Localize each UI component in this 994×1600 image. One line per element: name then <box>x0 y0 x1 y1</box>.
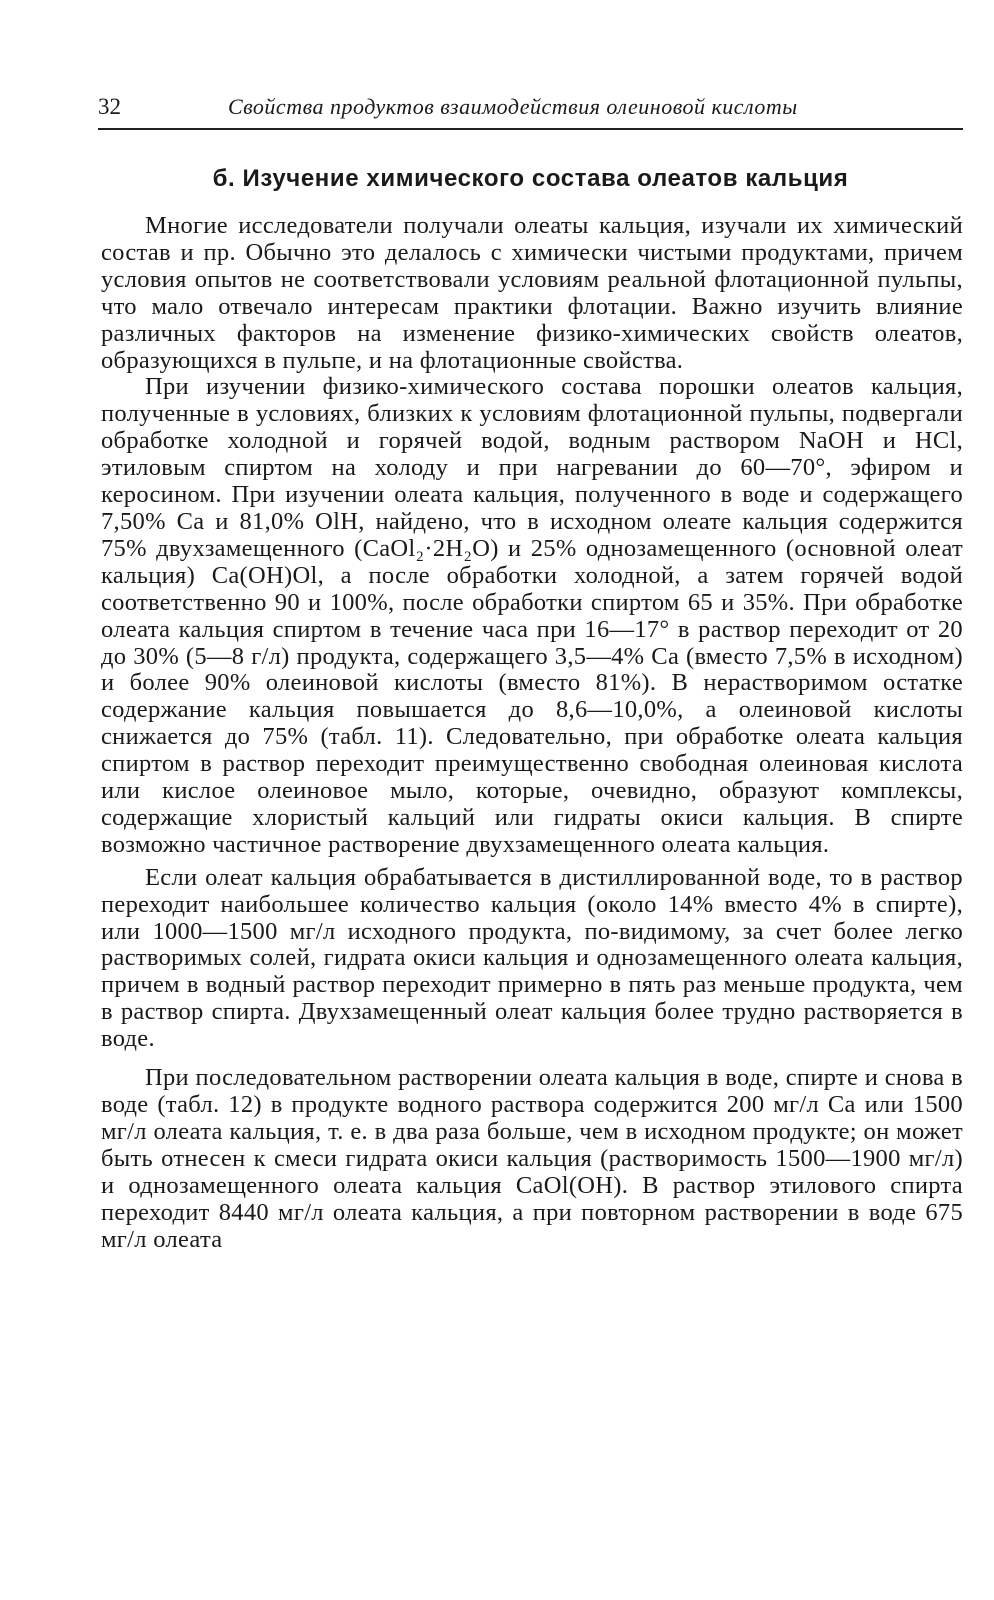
paragraph-4: При последовательном растворении олеата кальция в воде, спирте и снова в воде (табл. 12) в продукте водного раствора содержится 200 мг/л Ca или 1500 мг/л олеата кальция, т. е. в два раза больше, чем в исходном продукте; он может быть отнесен к смеси гидрата окиси кальция (растворимость 1500—1900 мг/л) и однозамещенного олеата кальция CaOl(OH). В раствор этилового спирта переходит 8440 мг/л олеата кальция, а при повторном растворении в воде 675 мг/л олеата <box>101 1064 963 1253</box>
page-header <box>98 94 963 130</box>
page-number: 32 <box>98 94 121 119</box>
body-text <box>101 213 963 1253</box>
paragraph-1: Многие исследователи получали олеаты кальция, изучали их химический состав и пр. Обычно это делалось с химически чистыми продуктами, причем условия опытов не соответствовали условиям реальной флотационной пульпы, что мало отвечало интересам практики флотации. Важно изучить влияние различных факторов на изменение физико-химических свойств олеатов, образующихся в пульпе, и на флотационные свойства. <box>101 212 963 374</box>
section-title: б. Изучение химического состава олеатов кальция <box>212 165 849 192</box>
paragraph-3: Если олеат кальция обрабатывается в дистиллированной воде, то в раствор переходит наибольшее количество кальция (около 14% вместо 4% в спирте), или 1000—1500 мг/л исходного продукта, по-видимому, за счет более легко растворимых солей, гидрата окиси кальция и однозамещенного олеата кальция, причем в водный раствор переходит примерно в пять раз меньше продукта, чем в раствор спирта. Двухзамещенный олеат кальция более трудно растворяется в воде. <box>101 863 963 1053</box>
running-title: Свойства продуктов взаимодействия олеиновой кислоты <box>228 94 798 119</box>
paragraph-2: При изучении физико-химического состава порошки олеатов кальция, полученные в условиях, близких к условиям флотационной пульпы, подвергали обработке холодной и горячей водой, водным раствором NaOH и HCl, этиловым спиртом на холоду и при нагревании до 60—70°, эфиром и керосином. При изучении олеата кальция, полученного в воде и содержащего 7,50% Ca и 81,0% OlH, найдено, что в исходном олеате кальция содержится 75% двухзамещенного (CaOl₂·2H₂O) и 25% однозамещенного (основной олеат кальция) Ca(OH)Ol, а после обработки холодной, а затем горячей водой соответственно 90 и 100%, после обработки спиртом 65 и 35%. При обработке олеата кальция спиртом в течение часа при 16—17° в раствор переходит от 20 до 30% (5—8 г/л) продукта, содержащего 3,5—4% Ca (вместо 7,5% в исходном) и более 90% олеиновой кислоты (вместо 81%). В нерастворимом остатке содержание кальция повышается до 8,6—10,0%, а олеиновой кислоты снижается до 75% (табл. 11). Следовательно, при обработке олеата кальция спиртом в раствор переходит преимущественно свободная олеиновая кислота или кислое олеиновое мыло, которые, очевидно, образуют комплексы, содержащие хлористый кальций или гидраты окиси кальция. В спирте возможно частичное растворение двухзамещенного олеата кальция. <box>101 373 963 858</box>
